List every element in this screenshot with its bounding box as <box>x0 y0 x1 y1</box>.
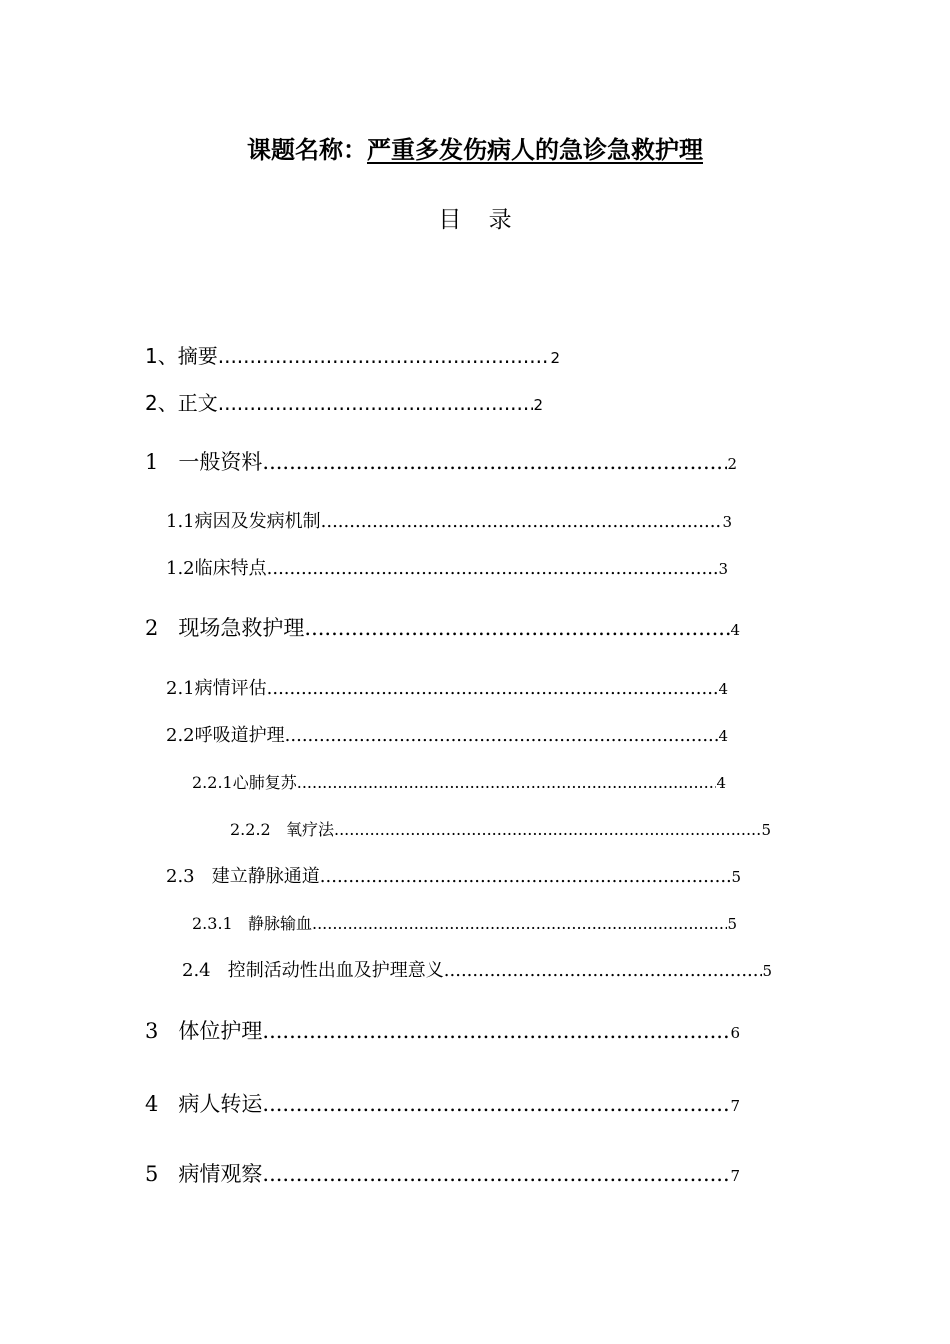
toc-entry-page: 6 <box>730 1024 740 1042</box>
document-title <box>0 130 950 170</box>
toc-entry-title: 心肺复苏 <box>232 773 297 792</box>
toc-entry-leader <box>262 450 727 474</box>
toc-entry-page: 4 <box>730 621 740 639</box>
toc-entry-number: 4 <box>145 1092 179 1116</box>
toc-entry-title: 摘要 <box>177 344 218 368</box>
toc-entry-number: 2 <box>145 616 179 640</box>
toc-entry-page: 4 <box>716 774 726 792</box>
toc-entry-number: 2.2.1 <box>192 773 233 792</box>
toc-entry-page: 3 <box>722 513 732 531</box>
toc-entry-number: 2.2.2 <box>230 820 286 839</box>
toc-entry-number: 1.1 <box>166 511 195 532</box>
toc-entry-title: 氧疗法 <box>285 820 334 839</box>
toc-entry[interactable] <box>145 446 737 476</box>
toc-entry-leader <box>320 866 732 887</box>
toc-entry[interactable] <box>192 770 726 793</box>
toc-entry-page: 5 <box>727 915 737 933</box>
toc-entry-number: 3 <box>145 1019 179 1043</box>
toc-entry-leader <box>321 511 723 532</box>
title-prefix: 课题名称： <box>247 136 367 164</box>
toc-entry-leader <box>304 616 730 640</box>
toc-entry-leader <box>334 820 761 839</box>
toc-entry[interactable] <box>145 612 740 642</box>
toc-entry-title: 病人转运 <box>178 1092 263 1116</box>
toc-entry[interactable] <box>145 1015 740 1045</box>
toc-entry-title: 病因及发病机制 <box>194 511 321 532</box>
toc-entry-leader <box>218 344 551 368</box>
toc-entry-title: 病情评估 <box>194 678 267 699</box>
toc-entry-title: 建立静脉通道 <box>211 866 320 887</box>
toc-entry[interactable] <box>166 674 728 700</box>
toc-entry-number: 2.1 <box>166 678 195 699</box>
toc-entry[interactable] <box>166 721 728 747</box>
toc-entry[interactable] <box>145 340 560 369</box>
toc-entry-leader <box>262 1092 730 1116</box>
toc-entry-leader <box>262 1019 730 1043</box>
toc-entry-leader <box>267 558 719 579</box>
title-topic: 严重多发伤病人的急诊急救护理 <box>367 136 703 164</box>
toc-entry-title: 体位护理 <box>178 1019 263 1043</box>
toc-entry-number: 2、 <box>145 391 178 415</box>
toc-entry-page: 2 <box>533 396 543 414</box>
toc-entry-number: 2.3.1 <box>192 914 248 933</box>
toc-entry-title: 正文 <box>177 391 218 415</box>
toc-entry[interactable] <box>182 956 772 982</box>
toc-entry-leader <box>262 1162 730 1186</box>
toc-entry-number: 2.2 <box>166 725 195 746</box>
toc-entry[interactable] <box>192 911 737 934</box>
toc-entry[interactable] <box>230 817 771 840</box>
toc-entry[interactable] <box>166 862 741 888</box>
toc-entry[interactable] <box>145 1158 740 1188</box>
toc-entry-title: 现场急救护理 <box>178 616 305 640</box>
toc-entry-page: 4 <box>718 727 728 745</box>
toc-entry-number: 2.3 <box>166 866 212 887</box>
toc-entry-page: 2 <box>727 455 737 473</box>
toc-entry-title: 临床特点 <box>194 558 267 579</box>
toc-entry-title: 一般资料 <box>178 450 263 474</box>
toc-entry-number: 1、 <box>145 344 178 368</box>
toc-heading: 目 录 <box>438 207 522 233</box>
toc-entry-leader <box>444 960 763 981</box>
toc-entry-page: 7 <box>730 1097 740 1115</box>
toc-entry-page: 5 <box>762 962 772 980</box>
toc-entry[interactable] <box>166 507 732 533</box>
toc-entry[interactable] <box>166 554 728 580</box>
toc-entry-leader <box>312 914 727 933</box>
toc-entry-number: 5 <box>145 1162 179 1186</box>
toc-entry-title: 控制活动性出血及护理意义 <box>227 960 444 981</box>
toc-entry-page: 5 <box>731 868 741 886</box>
toc-entry-title: 静脉输血 <box>247 914 312 933</box>
toc-entry-number: 2.4 <box>182 960 228 981</box>
toc-entry-title: 病情观察 <box>178 1162 263 1186</box>
toc-entry-page: 2 <box>550 349 560 367</box>
toc-entry-leader <box>297 773 717 792</box>
toc-entry-leader <box>290 725 718 746</box>
toc-entry-title: 呼吸道护理. <box>194 725 291 746</box>
toc-entry-page: 3 <box>718 560 728 578</box>
toc-entry-page: 5 <box>761 821 771 839</box>
toc-entry[interactable] <box>145 387 543 416</box>
toc-entry-leader <box>218 391 534 415</box>
toc-entry-page: 7 <box>730 1167 740 1185</box>
toc-entry-leader <box>267 678 719 699</box>
toc-entry-number: 1 <box>145 450 179 474</box>
toc-entry-number: 1.2 <box>166 558 195 579</box>
toc-entry[interactable] <box>145 1088 740 1118</box>
toc-entry-page: 4 <box>718 680 728 698</box>
